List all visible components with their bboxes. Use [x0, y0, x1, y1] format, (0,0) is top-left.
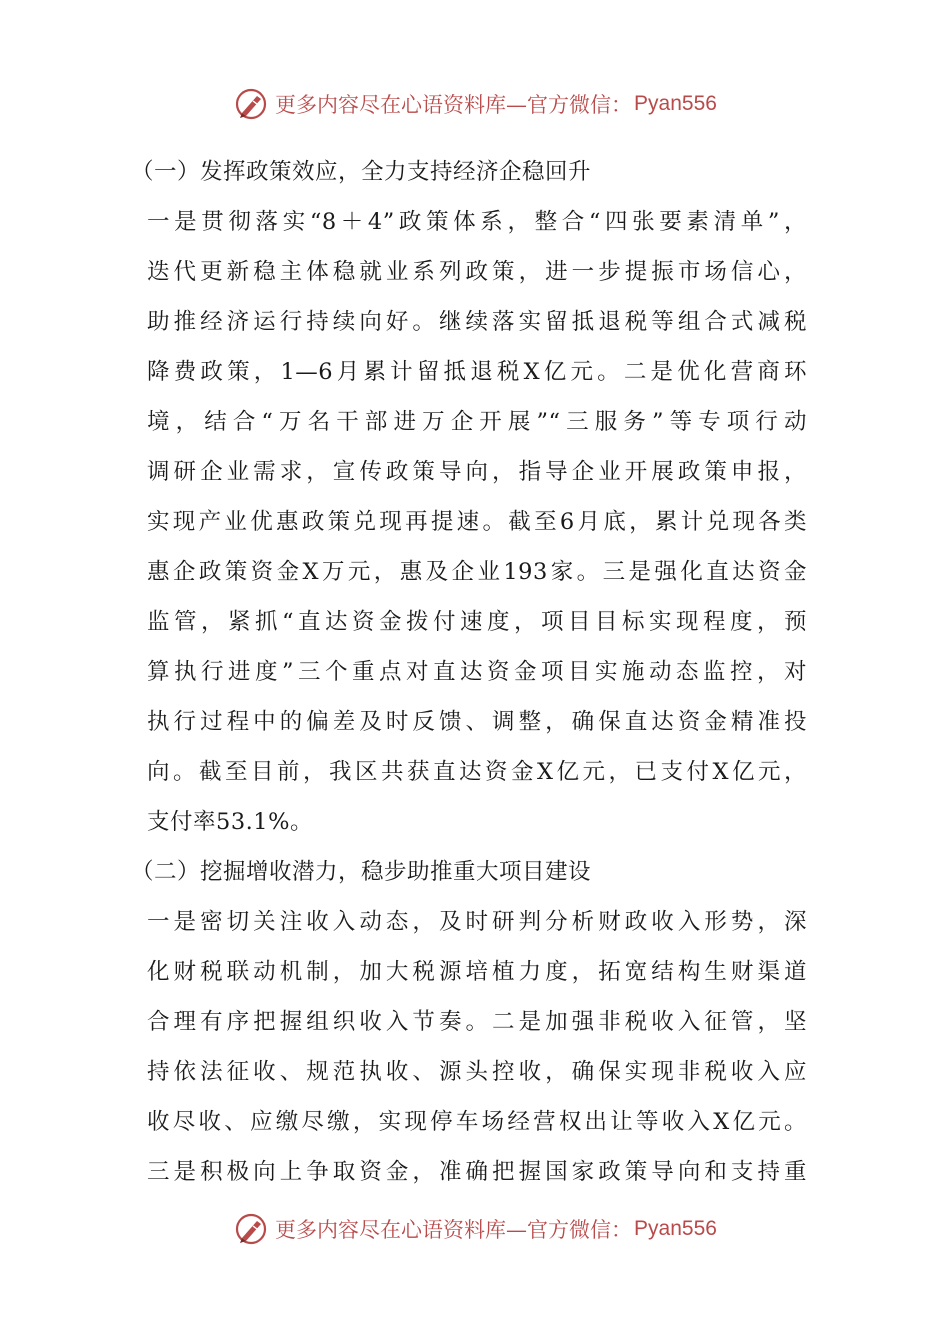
paragraph-line: 合理有序把握组织收入节奏。二是加强非税收入征管，坚 — [147, 1009, 807, 1035]
banner-text: 更多内容尽在心语资料库—官方微信： — [275, 93, 633, 117]
header-watermark-banner — [0, 82, 950, 126]
section-heading-1: （一）发挥政策效应，全力支持经济企稳回升 — [131, 159, 592, 185]
paragraph-line: 持依法征收、规范执收、源头控收，确保实现非税收入应 — [147, 1059, 807, 1085]
paragraph-line: 三是积极向上争取资金，准确把握国家政策导向和支持重 — [147, 1159, 807, 1185]
paragraph-line: 调研企业需求，宣传政策导向，指导企业开展政策申报， — [147, 459, 807, 485]
paragraph-line: 实现产业优惠政策兑现再提速。截至6月底，累计兑现各类 — [147, 509, 807, 535]
paragraph-line: 一是贯彻落实“8＋4”政策体系，整合“四张要素清单”， — [147, 209, 807, 235]
paragraph-line: 降费政策，1—6月累计留抵退税X亿元。二是优化营商环 — [147, 359, 807, 385]
paragraph-line: 境，结合“万名干部进万企开展”“三服务”等专项行动 — [147, 409, 807, 435]
paragraph-line: 一是密切关注收入动态，及时研判分析财政收入形势，深 — [147, 909, 807, 935]
paragraph-line: 收尽收、应缴尽缴，实现停车场经营权出让等收入X亿元。 — [147, 1109, 807, 1135]
paragraph-line: 迭代更新稳主体稳就业系列政策，进一步提振市场信心， — [147, 259, 807, 285]
paragraph-line: 化财税联动机制，加大税源培植力度，拓宽结构生财渠道 — [147, 959, 807, 985]
paragraph-line: 执行过程中的偏差及时反馈、调整，确保直达资金精准投 — [147, 709, 807, 735]
footer-watermark-banner — [0, 1207, 950, 1251]
section-heading-2: （二）挖掘增收潜力，稳步助推重大项目建设 — [131, 859, 592, 885]
paragraph-line: 惠企政策资金X万元，惠及企业193家。三是强化直达资金 — [147, 559, 807, 585]
paragraph-line-last: 支付率53.1%。 — [147, 809, 313, 835]
paragraph-line: 监管，紧抓“直达资金拨付速度，项目目标实现程度，预 — [147, 609, 807, 635]
banner-wechat-id: Pyan556 — [634, 92, 717, 115]
paragraph-line: 算执行进度”三个重点对直达资金项目实施动态监控，对 — [147, 659, 807, 685]
paragraph-line: 助推经济运行持续向好。继续落实留抵退税等组合式减税 — [147, 309, 807, 335]
pen-logo-icon — [233, 1211, 269, 1247]
pen-logo-icon — [233, 86, 269, 122]
document-body — [131, 147, 807, 1197]
paragraph-line: 向。截至目前，我区共获直达资金X亿元，已支付X亿元， — [147, 759, 807, 785]
banner-text: 更多内容尽在心语资料库—官方微信： — [275, 1218, 633, 1242]
banner-wechat-id: Pyan556 — [634, 1217, 717, 1240]
